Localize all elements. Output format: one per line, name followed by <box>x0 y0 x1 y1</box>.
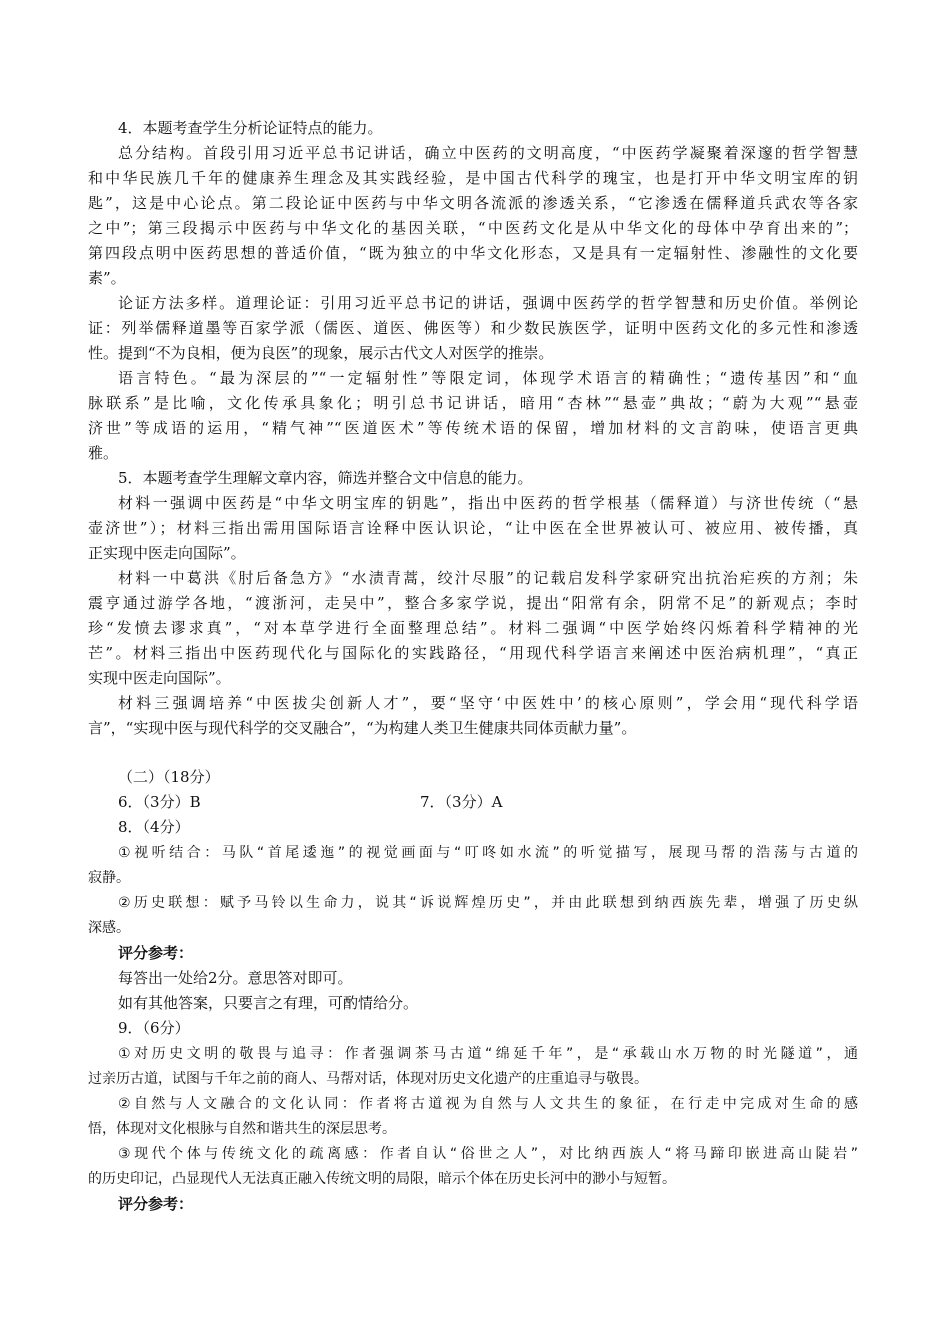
q5-p1-line1: 材料一强调中医药是“中华文明宝库的钥匙”，指出中医药的哲学根基（儒释道）与济世传统（“悬 <box>118 494 858 512</box>
q5-p3-line1: 材料三强调培养“中医拔尖创新人才”，要“坚守‘中医姓中’的核心原则”，学会用“现代科学语 <box>118 694 858 712</box>
q5-heading: 5．本题考查学生理解文章内容，筛选并整合文中信息的能力。 <box>118 469 533 487</box>
q7-answer: 7．（3分）A <box>420 793 503 811</box>
q9-item2-line1: ②自然与人文融合的文化认同：作者将古道视为自然与人文共生的象征，在行走中完成对生命的感 <box>118 1096 858 1112</box>
q5-p2-line4: 芒”。材料三指出中医药现代化与国际化的实践路径，“用现代科学语言来阐述中医治病机理”，“真正 <box>88 644 858 662</box>
q5-p1-line3: 正实现中医走向国际”。 <box>88 544 246 562</box>
q9-item1-line2: 过亲历古道，试图与千年之前的商人、马帮对话，体现对历史文化遗产的庄重追寻与敬畏。 <box>88 1071 648 1087</box>
q4-p3-line1: 语言特色。“最为深层的”“一定辐射性”等限定词，体现学术语言的精确性；“遗传基因”和“血 <box>118 369 858 387</box>
q4-p1-line5: 第四段点明中医药思想的普适价值，“既为独立的中华文化形态，又是具有一定辐射性、渗融性的文化要 <box>88 244 858 262</box>
q4-p1-line3: 匙”，这是中心论点。第二段论证中医药与中华文明各流派的渗透关系，“它渗透在儒释道兵武农等各家 <box>88 194 858 212</box>
q4-p1-line6: 素”。 <box>88 269 126 287</box>
q4-p2-line3: 性。提到“不为良相，便为良医”的现象，展示古代文人对医学的推崇。 <box>88 344 554 362</box>
q5-p2-line5: 实现中医走向国际”。 <box>88 669 231 687</box>
q4-p2-line1: 论证方法多样。道理论证：引用习近平总书记的讲话，强调中医药学的哲学智慧和历史价值。举例论 <box>118 294 858 312</box>
q9-scoring-title: 评分参考： <box>118 1195 194 1213</box>
q8-heading: 8．（4分） <box>118 818 190 836</box>
q4-p2-line2: 证：列举儒释道墨等百家学派（儒医、道医、佛医等）和少数民族医学，证明中医药文化的多元性和渗透 <box>88 319 858 337</box>
q4-p1-line4: 之中”；第三段揭示中医药与中华文化的基因关联，“中医药文化是从中华文化的母体中孕育出来的”； <box>88 219 858 237</box>
q6-q7-answers <box>118 792 858 812</box>
q6-answer: 6．（3分）B <box>118 793 201 811</box>
q4-p1-line2: 和中华民族几千年的健康养生理念及其实践经验，是中国古代科学的瑰宝，也是打开中华文明宝库的钥 <box>88 169 858 187</box>
q4-p1-line1: 总分结构。首段引用习近平总书记讲话，确立中医药的文明高度，“中医药学凝聚着深邃的哲学智慧 <box>118 144 858 162</box>
q8-scoring-line1: 每答出一处给2分。意思答对即可。 <box>118 969 353 987</box>
q8-item1-line2: 寂静。 <box>88 870 130 886</box>
q9-heading: 9．（6分） <box>118 1019 190 1037</box>
q4-p3-line2: 脉联系”是比喻，文化传承具象化；明引总书记讲话，暗用“杏林”“悬壶”典故；“蔚为大观”“悬壶 <box>88 394 858 412</box>
q8-scoring-title: 评分参考： <box>118 944 194 962</box>
q4-p3-line3: 济世”等成语的运用，“精气神”“医道医术”等传统术语的保留，增加材料的文言韵味，使语言更典 <box>88 419 858 437</box>
q5-p3-line2: 言”，“实现中医与现代科学的交叉融合”，“为构建人类卫生健康共同体贡献力量”。 <box>88 719 637 737</box>
q4-p3-line4: 雅。 <box>88 444 119 462</box>
section-two-heading: （二）（18分） <box>118 768 220 786</box>
q5-p2-line2: 震亨通过游学各地，“渡浙河，走吴中”，整合多家学说，提出“阳常有余，阴常不足”的新观点；李时 <box>88 594 858 612</box>
q8-item2-line1: ②历史联想：赋予马铃以生命力，说其“诉说辉煌历史”，并由此联想到纳西族先辈，增强了历史纵 <box>118 895 858 911</box>
q5-p1-line2: 壶济世”）；材料三指出需用国际语言诠释中医认识论，“让中医在全世界被认可、被应用、被传播，真 <box>88 519 858 537</box>
q8-scoring-line2: 如有其他答案，只要言之有理，可酌情给分。 <box>118 994 419 1012</box>
q9-item3-line2: 的历史印记，凸显现代人无法真正融入传统文明的局限，暗示个体在历史长河中的渺小与短暂。 <box>88 1171 676 1187</box>
q9-item1-line1: ①对历史文明的敬畏与追寻：作者强调茶马古道“绵延千年”，是“承载山水万物的时光隧道”，通 <box>118 1046 858 1062</box>
q5-p2-line1: 材料一中葛洪《肘后备急方》“水渍青蒿，绞汁尽服”的记载启发科学家研究出抗治疟疾的方剂；朱 <box>118 569 858 587</box>
q8-item1-line1: ①视听结合：马队“首尾逶迤”的视觉画面与“叮咚如水流”的听觉描写，展现马帮的浩荡与古道的 <box>118 845 858 861</box>
q4-heading: 4．本题考查学生分析论证特点的能力。 <box>118 119 383 137</box>
q9-item2-line2: 悟，体现对文化根脉与自然和谐共生的深层思考。 <box>88 1121 396 1137</box>
q5-p2-line3: 珍“发愤去谬求真”，“对本草学进行全面整理总结”。材料二强调“中医学始终闪烁着科学精神的光 <box>88 619 858 637</box>
q8-item2-line2: 深感。 <box>88 920 130 936</box>
q9-item3-line1: ③现代个体与传统文化的疏离感：作者自认“俗世之人”，对比纳西族人“将马蹄印嵌进高山陡岩” <box>118 1146 858 1162</box>
